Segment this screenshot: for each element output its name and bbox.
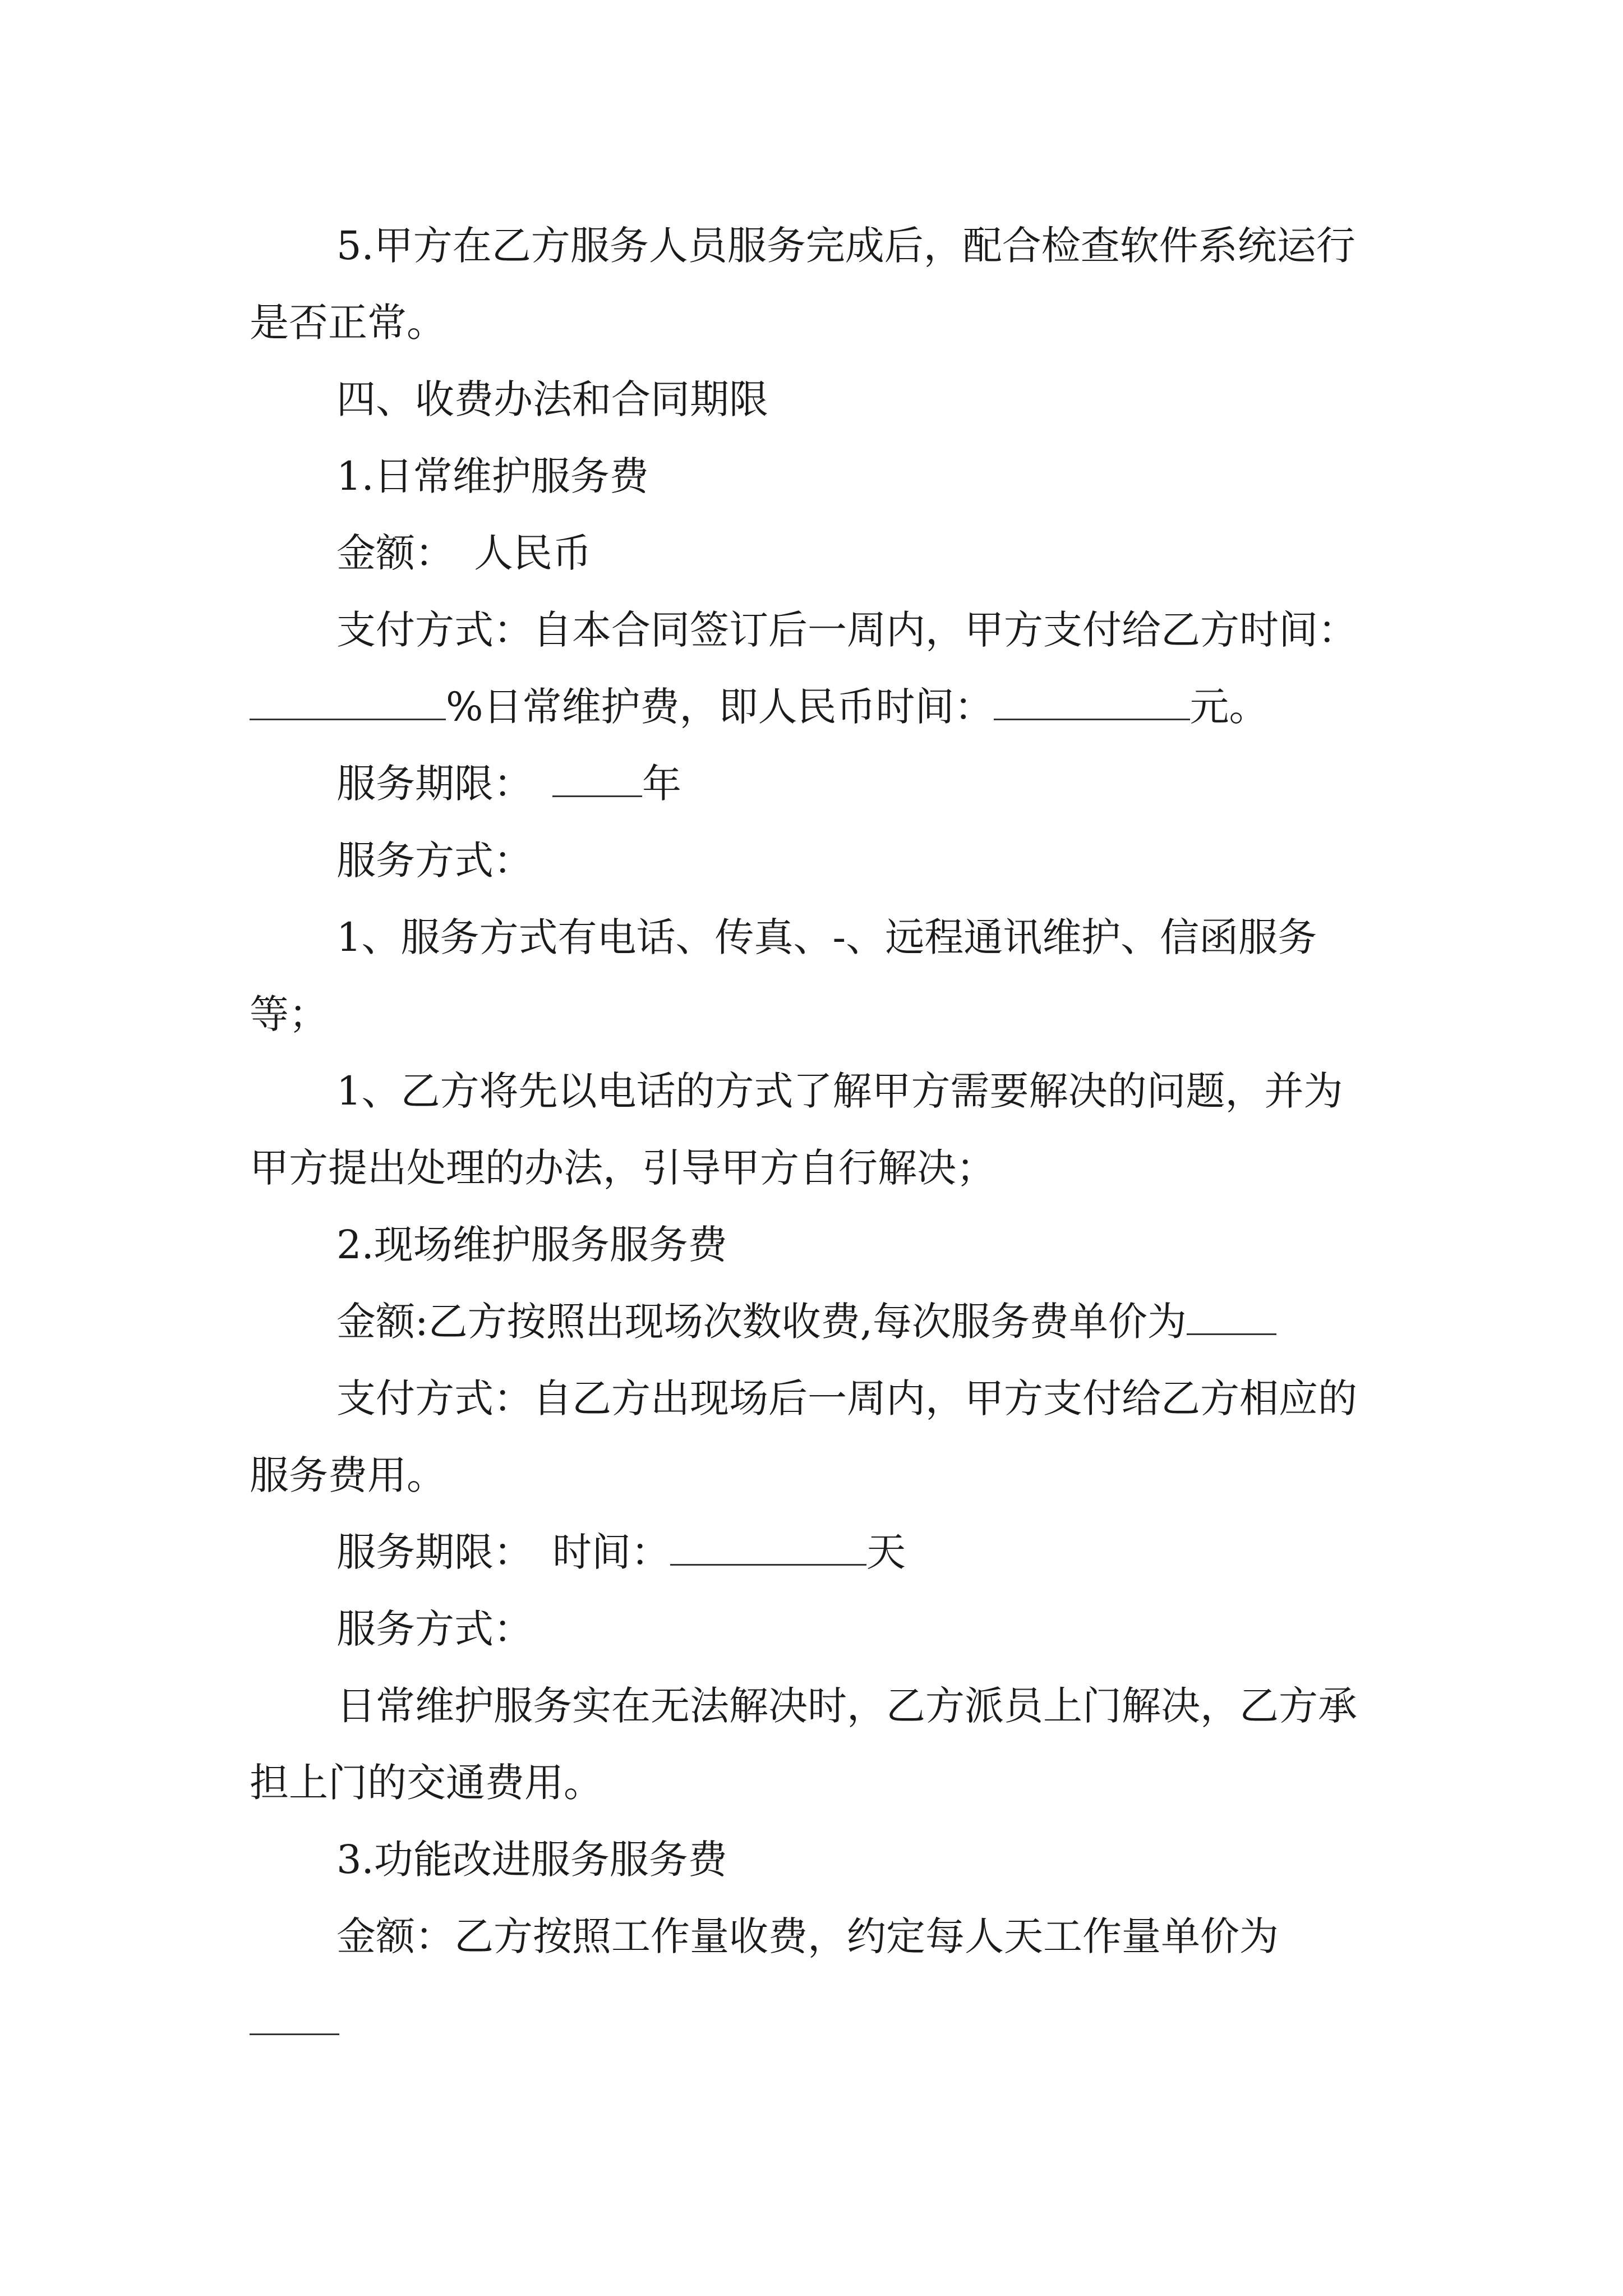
section-4-heading: 四、收费办法和合同期限 [336, 376, 768, 422]
daily-payment-line: 支付方式：自本合同签订后一周内，甲方支付给乙方时间：%日常维护费，即人民币时间： 元。 [250, 592, 1377, 746]
unit-price-blank[interactable] [1187, 1299, 1276, 1335]
improvement-amount-line: 金额：乙方按照工作量收费，约定每人天工作量单价为 [336, 1913, 1279, 1959]
document-body [250, 208, 1377, 1975]
phone-support-description: 1、乙方将先以电话的方式了解甲方需要解决的问题，并为甲方提出处理的办法，引导甲方自行解决； [250, 1068, 1343, 1191]
years-blank[interactable] [552, 761, 642, 797]
onsite-term-line: 服务期限： 时间： 天 [336, 1529, 906, 1575]
service-mode-channels: 1、服务方式有电话、传真、-、远程通讯维护、信函服务等； [250, 914, 1317, 1037]
clause-5-cooperate-check: 5.甲方在乙方服务人员服务完成后，配合检查软件系统运行是否正常。 [250, 223, 1355, 346]
percent-blank[interactable] [250, 684, 446, 720]
item-3-improvement-fee: 3.功能改进服务服务费 [336, 1837, 727, 1883]
item-2-onsite-maintenance-fee: 2.现场维护服务服务费 [336, 1222, 727, 1268]
daily-term-line: 服务期限： 年 [336, 761, 681, 807]
daily-amount-line: 金额： 人民币 [336, 530, 592, 576]
person-day-price-blank[interactable] [250, 2033, 339, 2035]
item-1-daily-maintenance-fee: 1.日常维护服务费 [336, 453, 649, 499]
onsite-service-mode-label: 服务方式： [336, 1606, 533, 1652]
onsite-amount-line: 金额:乙方按照出现场次数收费,每次服务费单价为 [250, 1283, 1377, 1360]
daily-service-mode-label: 服务方式： [336, 838, 533, 884]
rmb-amount-blank[interactable] [994, 684, 1190, 720]
onsite-service-description: 日常维护服务实在无法解决时，乙方派员上门解决，乙方承担上门的交通费用。 [250, 1683, 1357, 1806]
days-blank[interactable] [670, 1529, 866, 1566]
onsite-payment-line: 支付方式：自乙方出现场后一周内，甲方支付给乙方相应的服务费用。 [250, 1375, 1357, 1498]
